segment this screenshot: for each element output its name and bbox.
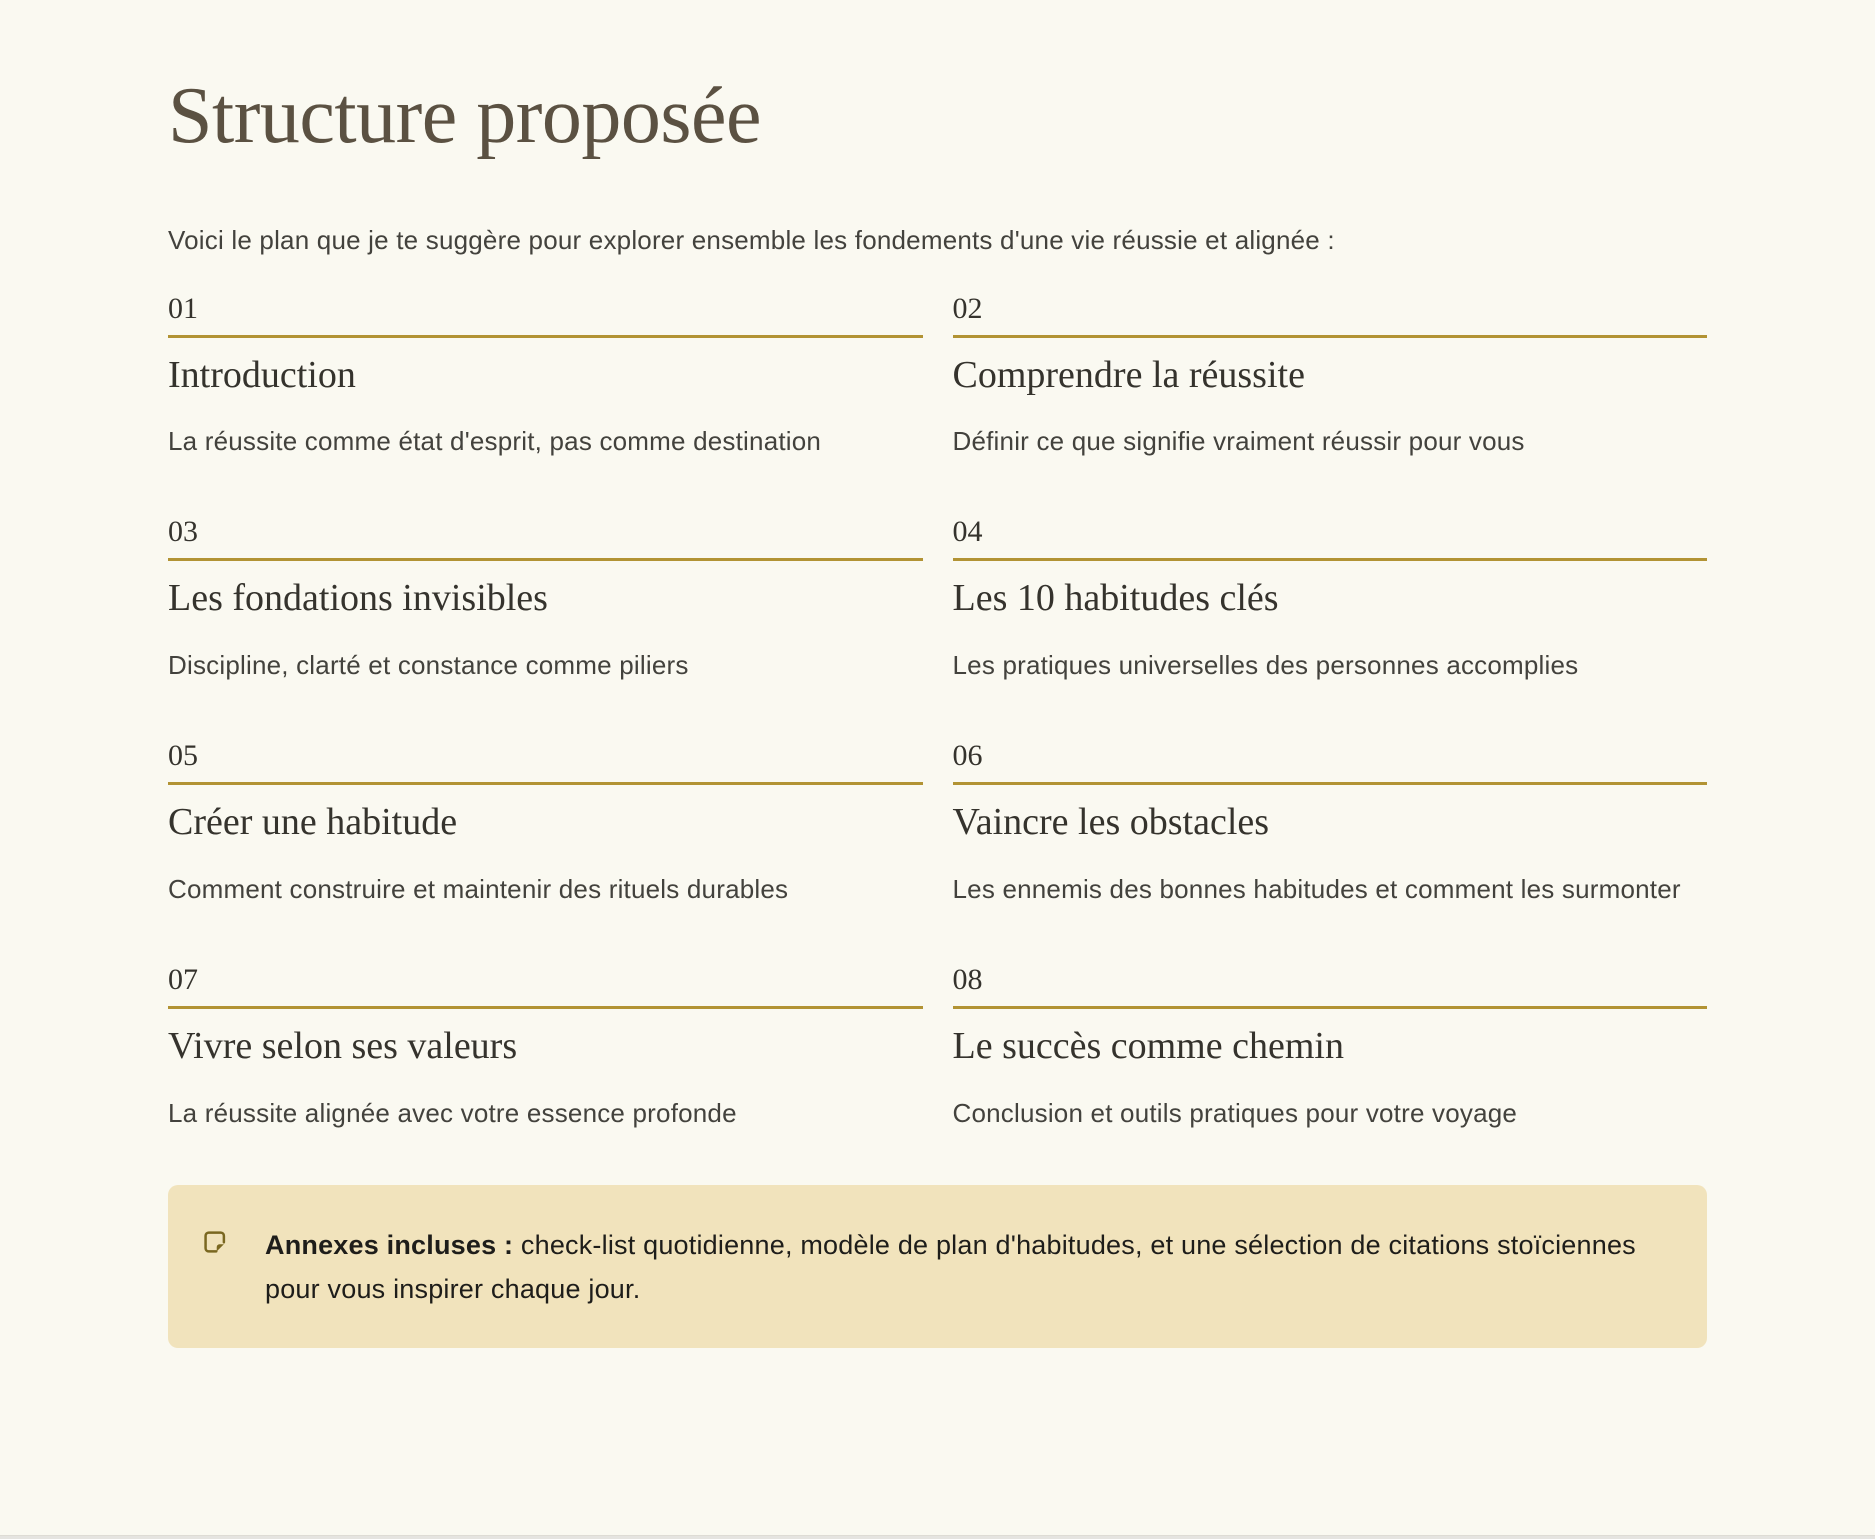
section-title: Les 10 habitudes clés <box>952 577 1279 620</box>
section-description: La réussite alignée avec votre essence profonde <box>168 1097 737 1128</box>
section-cell <box>168 965 923 1135</box>
section-description: Conclusion et outils pratiques pour votre voyage <box>952 1097 1518 1128</box>
section-description: Comment construire et maintenir des rituels durables <box>168 874 789 905</box>
sections-grid <box>168 291 1707 1136</box>
section-title: Le succès comme chemin <box>952 1025 1344 1068</box>
section-number: 01 <box>168 291 198 325</box>
section-description: Les pratiques universelles des personnes accomplies <box>952 650 1579 681</box>
section-description: Définir ce que signifie vraiment réussir pour vous <box>952 426 1525 457</box>
page-title: Structure proposée <box>168 72 762 160</box>
section-title: Introduction <box>168 353 356 396</box>
section-description: Les ennemis des bonnes habitudes et comment les surmonter <box>952 874 1681 905</box>
gold-divider <box>953 558 1708 561</box>
gold-divider <box>168 782 923 785</box>
gold-divider <box>953 335 1708 338</box>
section-number: 05 <box>168 739 198 773</box>
page-bottom-edge <box>0 1535 1875 1539</box>
note-icon <box>202 1229 228 1255</box>
gold-divider <box>168 335 923 338</box>
gold-divider <box>953 1006 1708 1009</box>
section-number: 08 <box>952 963 983 997</box>
section-cell <box>952 291 1708 464</box>
section-number: 07 <box>168 963 198 997</box>
section-title: Vaincre les obstacles <box>952 801 1270 844</box>
section-number: 03 <box>168 515 198 549</box>
section-cell <box>168 291 923 464</box>
section-number: 06 <box>952 739 983 773</box>
annex-note-label: Annexes incluses : <box>265 1230 514 1261</box>
gold-divider <box>953 782 1708 785</box>
section-title: Comprendre la réussite <box>952 353 1305 396</box>
gold-divider <box>168 558 923 561</box>
annex-note-text <box>265 1223 1667 1312</box>
annex-note-box <box>168 1185 1707 1348</box>
section-cell <box>953 965 1708 1135</box>
annex-note-body: check-list quotidienne, modèle de plan d'habitudes, et une sélection de citations stoïciennes pour vous inspirer chaque jour. <box>265 1230 1636 1305</box>
section-cell <box>168 741 923 911</box>
section-cell <box>953 741 1708 911</box>
section-number: 02 <box>952 291 983 325</box>
section-description: La réussite comme état d'esprit, pas comme destination <box>168 426 822 457</box>
content <box>168 70 1707 1348</box>
section-title: Vivre selon ses valeurs <box>168 1025 518 1068</box>
intro-paragraph: Voici le plan que je te suggère pour explorer ensemble les fondements d'une vie réussie et alignée : <box>168 225 1335 255</box>
section-title: Créer une habitude <box>168 801 458 844</box>
section-title: Les fondations invisibles <box>168 577 548 620</box>
section-number: 04 <box>952 515 983 549</box>
gold-divider <box>168 1006 923 1009</box>
section-cell <box>168 517 923 687</box>
section-cell <box>953 517 1708 687</box>
section-description: Discipline, clarté et constance comme piliers <box>168 650 689 681</box>
